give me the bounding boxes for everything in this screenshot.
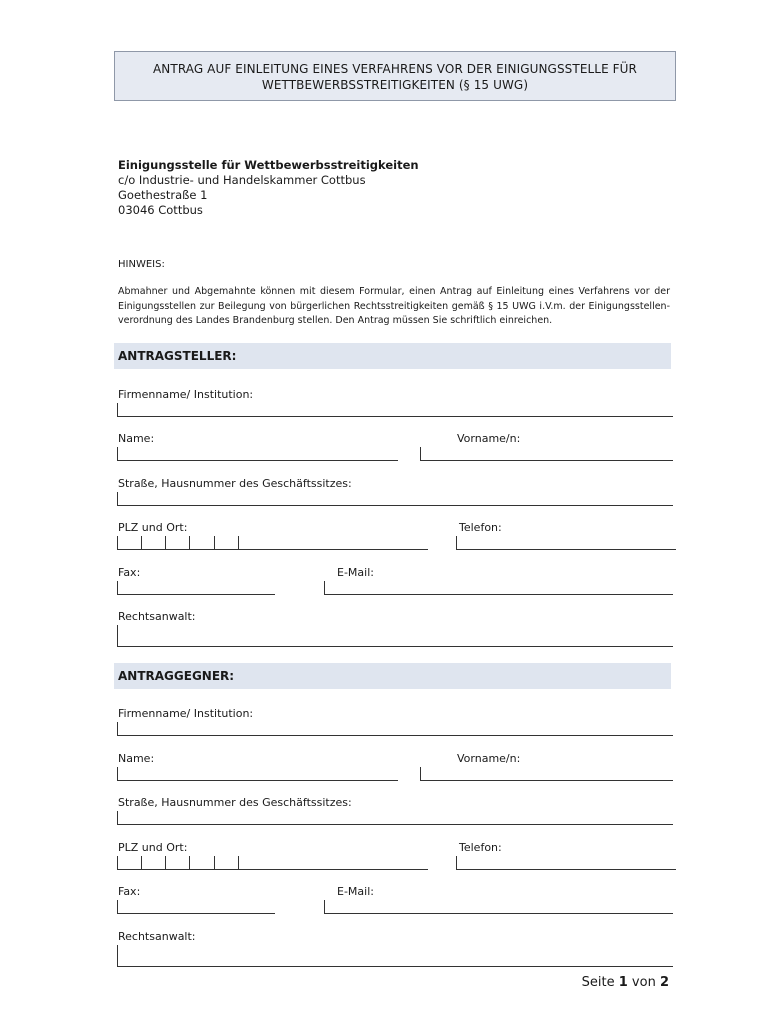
antragsteller-vorname-field[interactable] (420, 447, 673, 461)
antragsteller-name-field[interactable] (117, 447, 398, 461)
hinweis-label: HINWEIS: (118, 259, 165, 270)
antragsteller-strasse-label: Straße, Hausnummer des Geschäftssitzes: (118, 477, 352, 490)
page-von-word: von (631, 975, 656, 990)
antraggegner-plz-field[interactable] (117, 856, 428, 870)
address-name: Einigungsstelle für Wettbewerbsstreitigkeiten (118, 158, 419, 172)
antraggegner-strasse-field[interactable] (117, 811, 673, 825)
antraggegner-firma-field[interactable] (117, 722, 673, 736)
antraggegner-plz-label: PLZ und Ort: (118, 841, 188, 854)
page-total: 2 (659, 975, 669, 990)
section-antragsteller: ANTRAGSTELLER: (114, 343, 671, 369)
page-number (582, 975, 669, 990)
antraggegner-anwalt-field[interactable] (117, 945, 673, 967)
antragsteller-strasse-field[interactable] (117, 492, 673, 506)
antraggegner-firma-label: Firmenname/ Institution: (118, 707, 254, 720)
antraggegner-telefon-field[interactable] (456, 856, 676, 870)
antragsteller-fax-label: Fax: (118, 566, 141, 579)
form-title-line2: WETTBEWERBSSTREITIGKEITEN (§ 15 UWG) (261, 78, 529, 92)
address-street: Goethestraße 1 (118, 188, 208, 202)
antraggegner-name-label: Name: (118, 752, 155, 765)
antragsteller-plz-field[interactable] (117, 536, 428, 550)
antraggegner-vorname-field[interactable] (420, 767, 673, 781)
antragsteller-telefon-label: Telefon: (459, 521, 502, 534)
page-seite-word: Seite (581, 975, 615, 990)
antragsteller-fax-field[interactable] (117, 581, 275, 595)
antraggegner-name-field[interactable] (117, 767, 398, 781)
page-current: 1 (618, 975, 628, 990)
antraggegner-vorname-label: Vorname/n: (457, 752, 521, 765)
form-title-line1: ANTRAG AUF EINLEITUNG EINES VERFAHRENS VOR DER EINIGUNGSSTELLE FÜR (153, 62, 637, 76)
form-title (114, 51, 676, 101)
address-line2: c/o Industrie- und Handelskammer Cottbus (118, 173, 366, 187)
antraggegner-strasse-label: Straße, Hausnummer des Geschäftssitzes: (118, 796, 352, 809)
antragsteller-anwalt-field[interactable] (117, 625, 673, 647)
antraggegner-anwalt-label: Rechtsanwalt: (118, 930, 196, 943)
antragsteller-anwalt-label: Rechtsanwalt: (118, 610, 196, 623)
antragsteller-firma-label: Firmenname/ Institution: (118, 388, 254, 401)
antraggegner-fax-label: Fax: (118, 885, 141, 898)
antraggegner-telefon-label: Telefon: (459, 841, 502, 854)
section-antraggegner: ANTRAGGEGNER: (114, 663, 671, 689)
antragsteller-vorname-label: Vorname/n: (457, 432, 521, 445)
antraggegner-email-field[interactable] (324, 900, 673, 914)
antragsteller-firma-field[interactable] (117, 403, 673, 417)
recipient-address (118, 158, 419, 218)
antragsteller-name-label: Name: (118, 432, 155, 445)
antragsteller-email-label: E-Mail: (337, 566, 374, 579)
antragsteller-email-field[interactable] (324, 581, 673, 595)
address-city: 03046 Cottbus (118, 203, 203, 217)
antragsteller-plz-label: PLZ und Ort: (118, 521, 188, 534)
hinweis-text: Abmahner und Abgemahnte können mit diesem Formular, einen Antrag auf Einleitung eines Verfahrens vor der Einigungsstellen zur Beilegung von bürgerlichen Rechtsstreitigkeiten gemäß § 15 UWG i.V.m. der Einigungsstellen-verordnung des Landes Brandenburg stellen. Den Antrag müssen Sie schriftlich einreichen. (118, 286, 670, 326)
antragsteller-telefon-field[interactable] (456, 536, 676, 550)
antraggegner-email-label: E-Mail: (337, 885, 374, 898)
antraggegner-fax-field[interactable] (117, 900, 275, 914)
